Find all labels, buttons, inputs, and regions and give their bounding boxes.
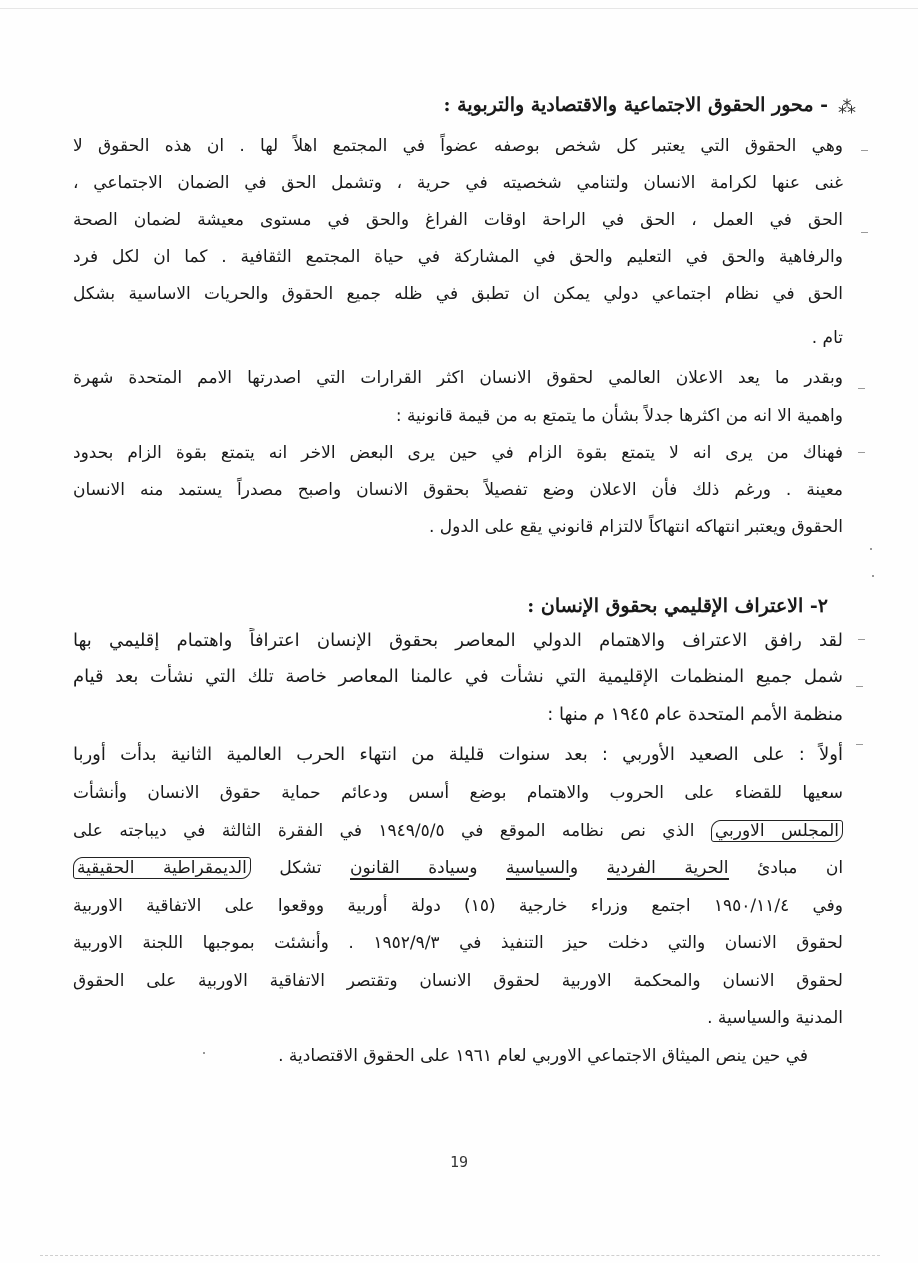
paragraph-line: الحق في نظام اجتماعي دولي يمكن ان تطبق في ظله جميع الحقوق والحريات الاساسية بشكل <box>73 284 843 304</box>
underlined-term: السياسية <box>505 858 570 878</box>
principles-start: ان مبادئ <box>757 858 843 878</box>
scan-edge-top <box>0 8 918 9</box>
paragraph-line: لحقوق الانسان والتي دخلت حيز التنفيذ في ١٩٥٢/٩/٣ . وأنشئت بموجبها اللجنة الاوربية <box>73 933 843 953</box>
scan-dot <box>870 548 872 550</box>
paragraph-line: سعيها للقضاء على الحروب والاهتمام بوضع أسس ودعائم حماية حقوق الانسان وأنشأت <box>73 783 843 803</box>
scan-edge-bottom <box>40 1255 880 1257</box>
connector: تشكل <box>279 858 322 878</box>
paragraph-line-principles <box>73 855 843 881</box>
scan-dot <box>872 575 874 577</box>
paragraph-line: والرفاهية والحق في التعليم والحق في المشاركة في حياة المجتمع الثقافية . كما ان لكل فرد <box>73 247 843 267</box>
paragraph-line: واهمية الا انه من اكثرها جدلاً بشأن ما يتمتع به من قيمة قانونية : <box>395 406 843 426</box>
bullet-icon: ⁂ <box>838 97 856 118</box>
paragraph-line: معينة . ورغم ذلك فأن الاعلان وضع تفصيلاً بحقوق الانسان واصبح مصدراً يستمد منه الانسان <box>73 480 843 500</box>
connector: و <box>469 858 478 878</box>
paragraph-line-council <box>73 818 843 844</box>
boxed-term-council: المجلس الاوربي <box>711 820 843 842</box>
paragraph-line: في حين ينص الميثاق الاجتماعي الاوربي لعام ١٩٦١ على الحقوق الاقتصادية . <box>278 1046 808 1066</box>
council-text: الذي نص نظامه الموقع في ١٩٤٩/٥/٥ في الفقرة الثالثة في ديباجته على <box>73 821 695 841</box>
scan-mark <box>856 744 863 745</box>
underlined-term: الحرية الفردية <box>606 858 729 878</box>
scan-mark <box>858 452 865 453</box>
section2-heading: ٢- الاعتراف الإقليمي بحقوق الإنسان : <box>527 595 828 617</box>
paragraph-line: فهناك من يرى انه لا يتمتع بقوة الزام في حين يرى البعض الاخر انه يتمتع بقوة الزام بحدود <box>73 443 843 463</box>
paragraph-line: لقد رافق الاعتراف والاهتمام الدولي المعاصر بحقوق الإنسان اعترافاً واهتمام إقليمي بها <box>73 630 843 651</box>
paragraph-line: منظمة الأمم المتحدة عام ١٩٤٥ م منها : <box>547 704 843 725</box>
scan-dot <box>203 1052 205 1054</box>
scan-mark <box>861 232 868 233</box>
paragraph-line: تام . <box>811 328 843 348</box>
scan-mark <box>861 150 868 151</box>
paragraph-line: شمل جميع المنظمات الإقليمية التي نشأت في عالمنا المعاصر خاصة تلك التي نشأت بعد قيام <box>73 666 843 687</box>
paragraph-line: وهي الحقوق التي يعتبر كل شخص بوصفه عضواً في المجتمع اهلاً لها . ان هذه الحقوق لا <box>73 136 843 156</box>
paragraph-line: أولاً : على الصعيد الأوربي : بعد سنوات قليلة من انتهاء الحرب العالمية الثانية بدأت أوربا <box>73 744 843 765</box>
scan-mark <box>856 686 863 687</box>
scan-mark <box>858 639 865 640</box>
underlined-term: سيادة القانون <box>350 858 470 878</box>
paragraph-line: غنى عنها لكرامة الانسان ولتنامي شخصيته في حرية ، وتشمل الحق في الضمان الاجتماعي ، <box>73 173 843 193</box>
boxed-term-democracy: الديمقراطية الحقيقية <box>73 857 251 879</box>
page-number: 19 <box>449 1153 469 1171</box>
paragraph-line: المدنية والسياسية . <box>707 1008 843 1028</box>
paragraph-line: لحقوق الانسان والمحكمة الاوربية لحقوق الانسان وتقتصر الاتفاقية الاوربية على الحقوق <box>73 971 843 991</box>
paragraph-line: وفي ١٩٥٠/١١/٤ اجتمع وزراء خارجية (١٥) دولة أوربية ووقعوا على الاتفاقية الاوربية <box>73 896 843 916</box>
paragraph-line: وبقدر ما يعد الاعلان العالمي لحقوق الانسان اكثر القرارات التي اصدرتها الامم المتحدة شهرة <box>73 368 843 388</box>
connector: و <box>569 858 579 878</box>
scan-mark <box>858 388 865 389</box>
section1-heading: - محور الحقوق الاجتماعية والاقتصادية والتربوية : <box>443 94 828 116</box>
paragraph-line: الحق في العمل ، الحق في الراحة اوقات الفراغ والحق في مستوى معيشة لضمان الصحة <box>73 210 843 230</box>
paragraph-line: الحقوق ويعتبر انتهاكه انتهاكاً لالتزام قانوني يقع على الدول . <box>428 517 843 537</box>
